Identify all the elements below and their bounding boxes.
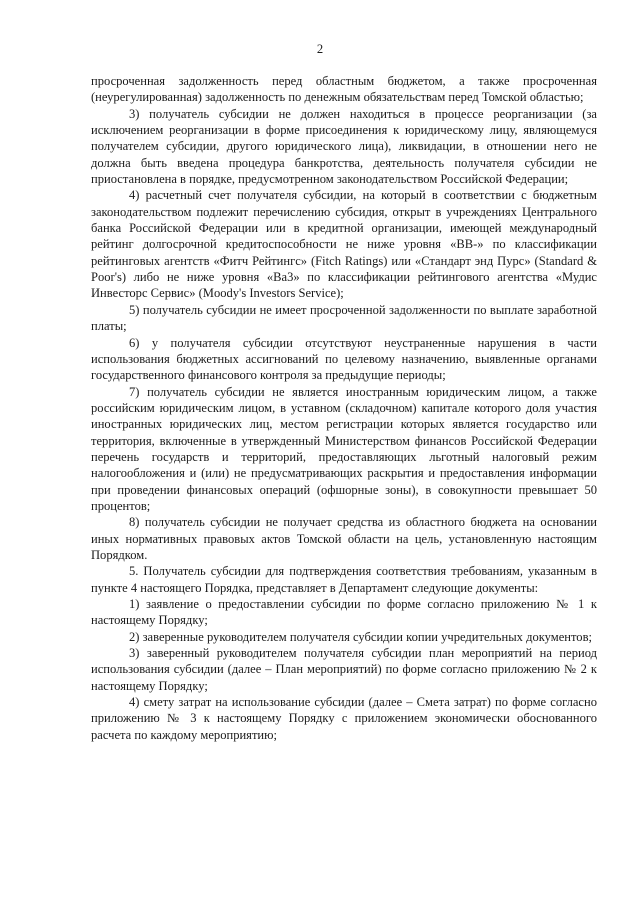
paragraph-item-3: 3) получатель субсидии не должен находиться в процессе реорганизации (за исключением реорганизации в форме присоединения к юридическому лицу, являющемуся получателем субсидии, другого юридического лица), ликвидации, в отношении него не должна быть введена процедура банкротства, деятельность получателя субсидии не приостановлена в порядке, предусмотренном законодательством Российской Федерации; [91, 106, 597, 187]
page-number: 2 [316, 42, 324, 56]
paragraph-continuation: просроченная задолженность перед областным бюджетом, а также просроченная (неурегулированная) задолженность по денежным обязательствам перед Томской областью; [91, 74, 597, 105]
document-body [91, 73, 597, 743]
paragraph-item-7: 7) получатель субсидии не является иностранным юридическим лицом, а также российским юридическим лицом, в уставном (складочном) капитале которого доля участия иностранных юридических лиц, местом регистрации которых является государство или территория, включенные в утвержденный Министерством финансов Российской Федерации перечень государств и территорий, предоставляющих льготный налоговый режим налогообложения и (или) не предусматривающих раскрытия и предоставления информации при проведении финансовых операций (офшорные зоны), в совокупности превышает 50 процентов; [91, 384, 597, 513]
paragraph-doc-1: 1) заявление о предоставлении субсидии по форме согласно приложению № 1 к настоящему Порядку; [91, 597, 597, 628]
paragraph-item-6: 6) у получателя субсидии отсутствуют неустраненные нарушения в части использования бюджетных ассигнований по целевому назначению, выявленные органами государственного финансового контроля за предыдущие периоды; [91, 335, 597, 383]
paragraph-item-8: 8) получатель субсидии не получает средства из областного бюджета на основании иных нормативных правовых актов Томской области на цель, установленную настоящим Порядком. [91, 515, 597, 562]
paragraph-item-4: 4) расчетный счет получателя субсидии, на который в соответствии с бюджетным законодательством подлежит перечислению субсидия, открыт в учреждениях Центрального банка Российской Федерации или в кредитной организации, имеющей международный рейтинг долгосрочной кредитоспособности не ниже уровня «ВВ-» по классификации рейтинговых агентств «Фитч Рейтингс» (Fitch Ratings) или «Стандарт энд Пурс» (Standard & Poor's) либо не ниже уровня «Ва3» по классификации рейтингового агентства «Мудис Инвесторс Сервис» (Moody's Investors Service); [91, 188, 597, 301]
paragraph-item-5: 5) получатель субсидии не имеет просроченной задолженности по выплате заработной платы; [91, 302, 597, 334]
paragraph-doc-4: 4) смету затрат на использование субсидии (далее – Смета затрат) по форме согласно приложению № 3 к настоящему Порядку с приложением экономически обоснованного расчета по каждому мероприятию; [91, 695, 597, 742]
paragraph-doc-2: 2) заверенные руководителем получателя субсидии копии учредительных документов; [129, 629, 592, 644]
paragraph-section-5: 5. Получатель субсидии для подтверждения соответствия требованиям, указанным в пункте 4 настоящего Порядка, представляет в Департамент следующие документы: [91, 564, 597, 595]
paragraph-doc-3: 3) заверенный руководителем получателя субсидии план мероприятий на период использования субсидии (далее – План мероприятий) по форме согласно приложению № 2 к настоящему Порядку; [91, 646, 597, 693]
